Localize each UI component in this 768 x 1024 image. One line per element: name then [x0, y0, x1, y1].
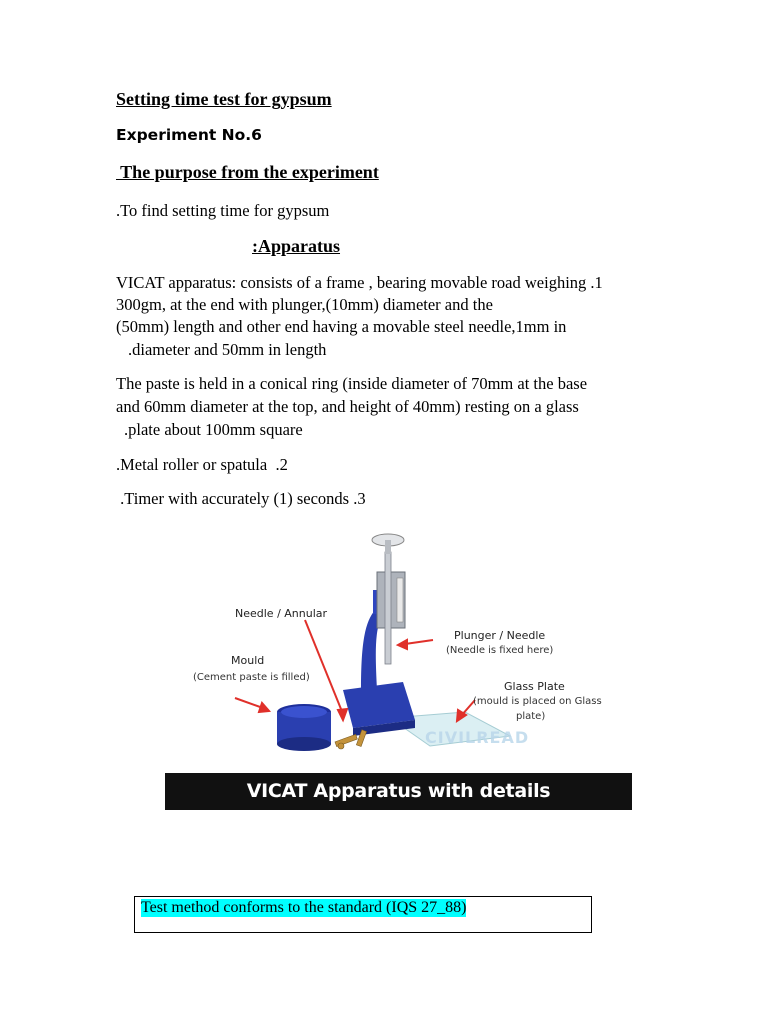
- label-plunger-note: (Needle is fixed here): [446, 645, 554, 656]
- label-mould-note: (Cement paste is filled): [193, 672, 310, 683]
- label-needle-annular: Needle / Annular: [235, 607, 328, 620]
- vicat-apparatus-illustration: [165, 522, 633, 772]
- standard-note-box: [134, 896, 592, 933]
- paste-line-2: and 60mm diameter at the top, and height of 40mm) resting on a glass: [116, 397, 579, 416]
- experiment-number: Experiment No.6: [116, 126, 262, 144]
- label-plunger-needle: Plunger / Needle: [454, 629, 546, 642]
- vicat-apparatus-figure: [165, 522, 633, 810]
- label-glass-note-1: (mould is placed on Glass: [473, 696, 602, 707]
- purpose-text: .To find setting time for gypsum: [116, 201, 330, 220]
- watermark-logo: CIVILREAD: [425, 728, 530, 747]
- document-title: Setting time test for gypsum: [116, 89, 332, 109]
- paste-line-3: .plate about 100mm square: [124, 420, 303, 439]
- figure-caption-bar: [165, 773, 632, 810]
- figure-caption: VICAT Apparatus with details: [246, 780, 551, 802]
- item3-text: .Timer with accurately (1) seconds .3: [116, 489, 366, 508]
- item1-line-2: 300gm, at the end with plunger,(10mm) diameter and the: [116, 295, 493, 314]
- apparatus-heading: :Apparatus: [252, 236, 341, 256]
- item1-line-1: VICAT apparatus: consists of a frame , bearing movable road weighing .1: [116, 273, 603, 292]
- standard-note-text: Test method conforms to the standard (IQS 27_88): [141, 899, 467, 916]
- item1-line-3: (50mm) length and other end having a movable steel needle,1mm in: [116, 317, 567, 336]
- paste-line-1: The paste is held in a conical ring (inside diameter of 70mm at the base: [116, 374, 588, 393]
- label-glass-plate: Glass Plate: [504, 680, 565, 693]
- label-mould: Mould: [231, 654, 265, 667]
- label-glass-note-2: plate): [516, 711, 546, 722]
- item1-line-4: .diameter and 50mm in length: [128, 340, 327, 359]
- purpose-heading: The purpose from the experiment: [116, 162, 379, 182]
- item2-text: .Metal roller or spatula .2: [116, 455, 288, 474]
